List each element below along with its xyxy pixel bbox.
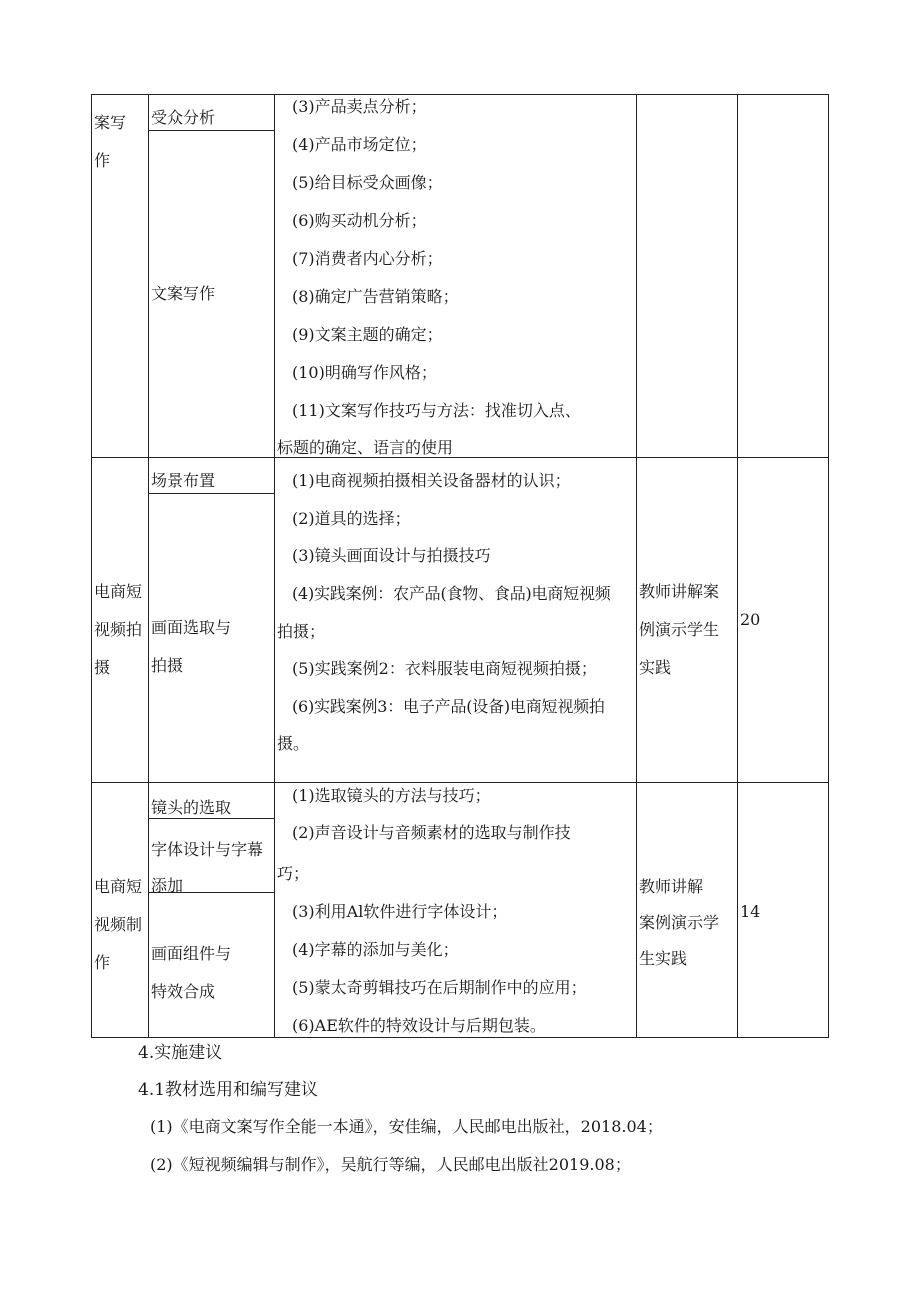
- grid-line: [91, 1037, 829, 1038]
- topic-label: 镜头的选取: [151, 798, 232, 817]
- class-hours: 20: [740, 610, 761, 629]
- content-item: (6)实践案例3：电子产品(设备)电商短视频拍: [292, 697, 605, 716]
- teaching-method: 教师讲解 案例演示学 生实践: [639, 877, 720, 968]
- topic-label: 文案写作: [151, 284, 216, 303]
- topic-label: 字体设计与字幕 添加: [151, 840, 264, 895]
- content-item: (5)蒙太奇剪辑技巧在后期制作中的应用；: [292, 978, 587, 997]
- grid-line: [737, 94, 738, 1038]
- module-label: 电商短 视频拍 摄: [94, 582, 143, 677]
- module-label: 案写 作: [94, 113, 127, 170]
- topic-label: 画面组件与 特效合成: [151, 944, 232, 1001]
- content-item: (9)文案主题的确定；: [292, 325, 443, 344]
- content-item: (11)文案写作技巧与方法：找准切入点、: [292, 401, 581, 420]
- grid-line: [91, 782, 829, 783]
- content-item: (1)电商视频拍摄相关设备器材的认识；: [292, 471, 571, 490]
- topic-label: 画面选取与 拍摄: [151, 618, 232, 675]
- grid-line: [148, 493, 275, 494]
- grid-line: [91, 94, 829, 95]
- module-label: 电商短 视频制 作: [94, 877, 143, 972]
- section-heading: 4.实施建议: [138, 1043, 223, 1063]
- content-item: (6)AE软件的特效设计与后期包装。: [292, 1016, 546, 1035]
- content-item: (2)道具的选择；: [292, 509, 411, 528]
- grid-line: [148, 130, 275, 131]
- grid-line: [828, 94, 829, 1038]
- class-hours: 14: [740, 902, 761, 921]
- content-item: (3)产品卖点分析；: [292, 97, 427, 116]
- grid-line: [91, 94, 92, 1038]
- content-item: 摄。: [277, 734, 310, 753]
- reference-item: (1)《电商文案写作全能一本通》，安佳编，人民邮电出版社，2018.04；: [150, 1117, 663, 1136]
- reference-item: (2)《短视频编辑与制作》，吴航行等编，人民邮电出版社2019.08；: [150, 1155, 631, 1174]
- content-item: (8)确定广告营销策略；: [292, 287, 459, 306]
- content-item: (10)明确写作风格；: [292, 363, 437, 382]
- content-item: (4)实践案例：农产品(食物、食品)电商短视频: [292, 584, 611, 603]
- content-item: 标题的确定、语言的使用: [277, 438, 454, 457]
- grid-line: [148, 94, 149, 1038]
- content-item: (2)声音设计与音频素材的选取与制作技: [292, 823, 571, 842]
- teaching-method: 教师讲解案 例演示学生 实践: [639, 582, 720, 677]
- content-item: 巧；: [277, 864, 310, 883]
- content-item: (6)购买动机分析；: [292, 211, 427, 230]
- grid-line: [91, 457, 829, 458]
- content-item: (3)镜头画面设计与拍摄技巧: [292, 546, 491, 565]
- content-item: (1)选取镜头的方法与技巧；: [292, 786, 491, 805]
- content-item: (4)产品市场定位；: [292, 135, 427, 154]
- topic-label: 受众分析: [151, 108, 216, 127]
- content-item: (5)实践案例2：衣料服装电商短视频拍摄；: [292, 659, 597, 678]
- topic-label: 场景布置: [151, 471, 216, 490]
- grid-line: [636, 94, 637, 1038]
- content-item: (4)字幕的添加与美化；: [292, 940, 459, 959]
- content-item: 拍摄；: [277, 622, 326, 641]
- section-subheading: 4.1教材选用和编写建议: [138, 1080, 319, 1100]
- content-item: (3)利用Al软件进行字体设计；: [292, 902, 508, 921]
- grid-line: [274, 94, 275, 1038]
- content-item: (7)消费者内心分析；: [292, 249, 443, 268]
- grid-line: [148, 818, 275, 819]
- content-item: (5)给目标受众画像；: [292, 173, 443, 192]
